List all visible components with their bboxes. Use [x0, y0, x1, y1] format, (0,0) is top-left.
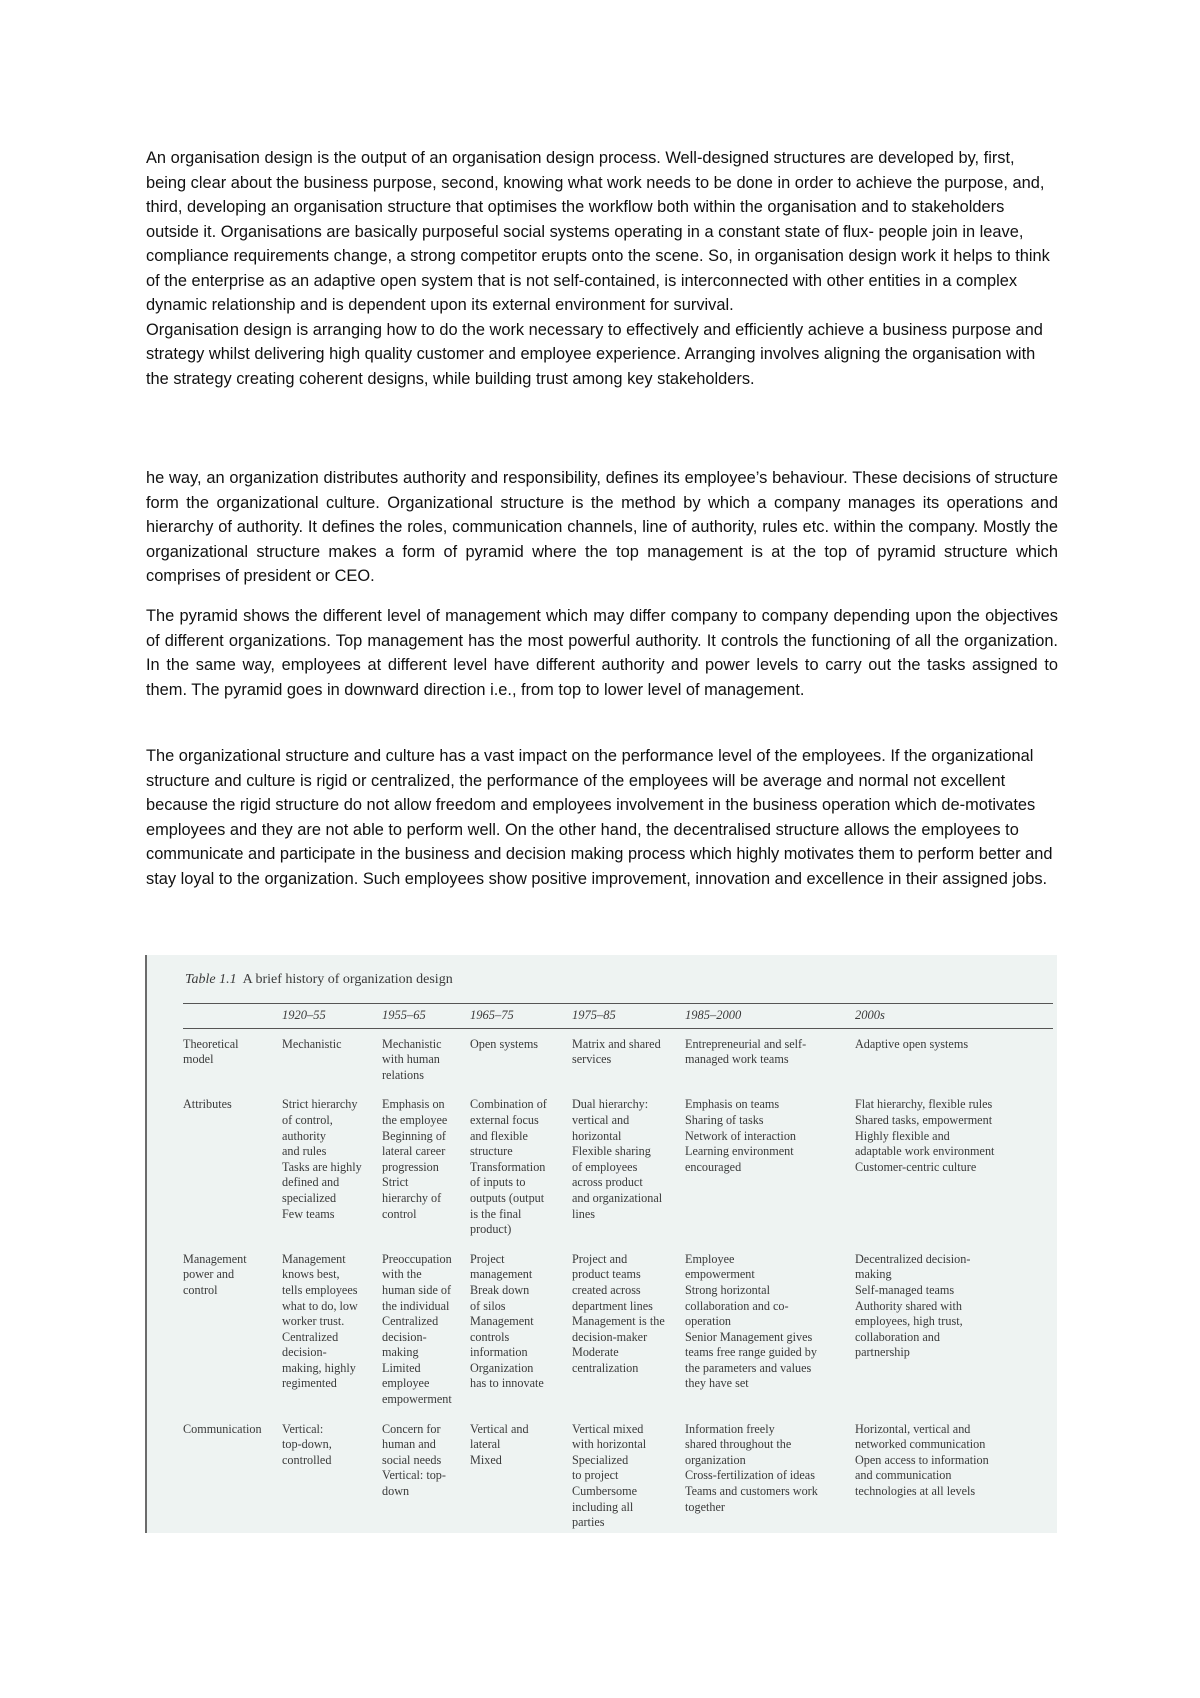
table-cell: Project management Break down of silos Management controls information Organization has to innovate — [470, 1251, 544, 1391]
table-row — [183, 1089, 1053, 1243]
table-cell: Entrepreneurial and self- managed work teams — [685, 1036, 807, 1067]
table-cell: Adaptive open systems — [855, 1036, 969, 1051]
scanned-table-image — [145, 955, 1057, 1533]
table-cell: Mechanistic with human relations — [382, 1036, 442, 1082]
table-cell: Horizontal, vertical and networked communication Open access to information and communication technologies at all levels — [855, 1421, 989, 1499]
table-row — [183, 1028, 1053, 1089]
paragraph-text: he way, an organization distributes authority and responsibility, defines its employee’s behaviour. These decisions of structure form the organizational culture. Organizational structure is the method by which a company manages its operations and hierarchy of authority. It defines the roles, communication channels, line of authority, rules etc. within the company. Mostly the organizational structure makes a form of pyramid where the top management is at the top of pyramid structure which comprises of president or CEO. — [146, 469, 1058, 585]
table-caption-number: Table 1.1 — [185, 972, 237, 987]
column-header: 1985–2000 — [682, 1004, 852, 1029]
column-header: 1975–85 — [569, 1004, 682, 1029]
paragraph-text: The pyramid shows the different level of management which may differ company to company depending upon the objectives of different organizations. Top management has the most powerful authority. It controls the functioning of all the organization. In the same way, employees at different level have different authority and power levels to carry out the tasks assigned to them. The pyramid goes in downward direction i.e., from top to lower level of management. — [146, 607, 1058, 699]
table-cell: Management knows best, tells employees what to do, low worker trust. Centralized decision- making, highly regimented — [282, 1251, 358, 1391]
table-cell: Open systems — [470, 1036, 539, 1051]
table-cell: Strict hierarchy of control, authority and rules Tasks are highly defined and specialized Few teams — [282, 1097, 362, 1221]
table-cell: Dual hierarchy: vertical and horizontal Flexible sharing of employees across product and organizational lines — [572, 1097, 663, 1221]
paragraph-pyramid-levels — [146, 604, 1058, 702]
organization-design-history-table — [183, 1003, 1053, 1537]
paragraph-organisation-design-arranging: Organisation design is arranging how to do the work necessary to effectively and efficiently achieve a business purpose and strategy whilst delivering high quality customer and employee experience. Arranging involves aligning the organisation with the strategy creating coherent designs, while building trust among key stakeholders. — [146, 320, 1043, 388]
paragraph-structure-performance — [146, 744, 1058, 891]
table-cell: Project and product teams created across department lines Management is the decision-maker Moderate centralization — [572, 1251, 665, 1375]
row-label: Theoretical model — [183, 1036, 239, 1067]
table-caption — [185, 972, 453, 988]
table-cell: Emphasis on the employee Beginning of lateral career progression Strict hierarchy of control — [382, 1097, 448, 1221]
table-cell: Vertical mixed with horizontal Specialized to project Cumbersome including all parties — [572, 1421, 647, 1530]
row-label: Attributes — [183, 1097, 232, 1112]
table-cell: Preoccupation with the human side of the individual Centralized decision- making Limited employee empowerment — [382, 1251, 452, 1407]
paragraph-text: The organizational structure and culture has a vast impact on the performance level of the employees. If the organizational structure and culture is rigid or centralized, the performance of the employees will be average and normal not excellent because the rigid structure do not allow freedom and employees involvement in the business operation which de-motivates employees and they are not able to perform well. On the other hand, the decentralised structure allows the employees to communicate and participate in the business and decision making process which highly motivates them to perform better and stay loyal to the organization. Such employees show positive improvement, innovation and excellence in their assigned jobs. — [146, 747, 1053, 888]
table-row — [183, 1414, 1053, 1537]
table-row — [183, 1244, 1053, 1414]
table-cell: Employee empowerment Strong horizontal collaboration and co- operation Senior Management gives teams free range guided by the parameters and values they have set — [685, 1251, 817, 1391]
table-header-row — [183, 1004, 1053, 1029]
row-label: Management power and control — [183, 1251, 247, 1297]
paragraph-authority-distribution — [146, 466, 1058, 589]
table-cell: Mechanistic — [282, 1036, 342, 1051]
column-header: 1965–75 — [467, 1004, 569, 1029]
paragraph-organisation-design-output: An organisation design is the output of an organisation design process. Well-designed structures are developed by, first, being clear about the business purpose, second, knowing what work needs to be done in order to achieve the purpose, and, third, developing an organisation structure that optimises the workflow both within the organisation and to stakeholders outside it. Organisations are basically purposeful social systems operating in a constant state of flux- people join in leave, compliance requirements change, a strong competitor erupts onto the scene. So, in organisation design work it helps to think of the enterprise as an adaptive open system that is not self-contained, is interconnected with other entities in a complex dynamic relationship and is dependent upon its external environment for survival. — [146, 149, 1050, 314]
table-caption-title: A brief history of organization design — [242, 972, 453, 987]
row-label: Communication — [183, 1421, 262, 1436]
table-cell: Combination of external focus and flexible structure Transformation of inputs to outputs (output is the final product) — [470, 1097, 547, 1237]
column-header: 1920–55 — [279, 1004, 379, 1029]
table-cell: Vertical: top-down, controlled — [282, 1421, 332, 1467]
column-header: 2000s — [852, 1004, 1053, 1029]
intro-section — [146, 146, 1058, 391]
table-cell: Information freely shared throughout the organization Cross-fertilization of ideas Teams and customers work together — [685, 1421, 818, 1514]
table-cell: Vertical and lateral Mixed — [470, 1421, 529, 1467]
table-cell: Decentralized decision- making Self-managed teams Authority shared with employees, high trust, collaboration and partnership — [855, 1251, 971, 1360]
table-cell: Flat hierarchy, flexible rules Shared tasks, empowerment Highly flexible and adaptable work environment Customer-centric culture — [855, 1097, 995, 1174]
table-cell: Matrix and shared services — [572, 1036, 661, 1067]
column-header: 1955–65 — [379, 1004, 467, 1029]
table-cell: Emphasis on teams Sharing of tasks Network of interaction Learning environment encouraged — [685, 1097, 797, 1174]
table-cell: Concern for human and social needs Vertical: top- down — [382, 1421, 446, 1499]
column-header — [183, 1004, 279, 1029]
